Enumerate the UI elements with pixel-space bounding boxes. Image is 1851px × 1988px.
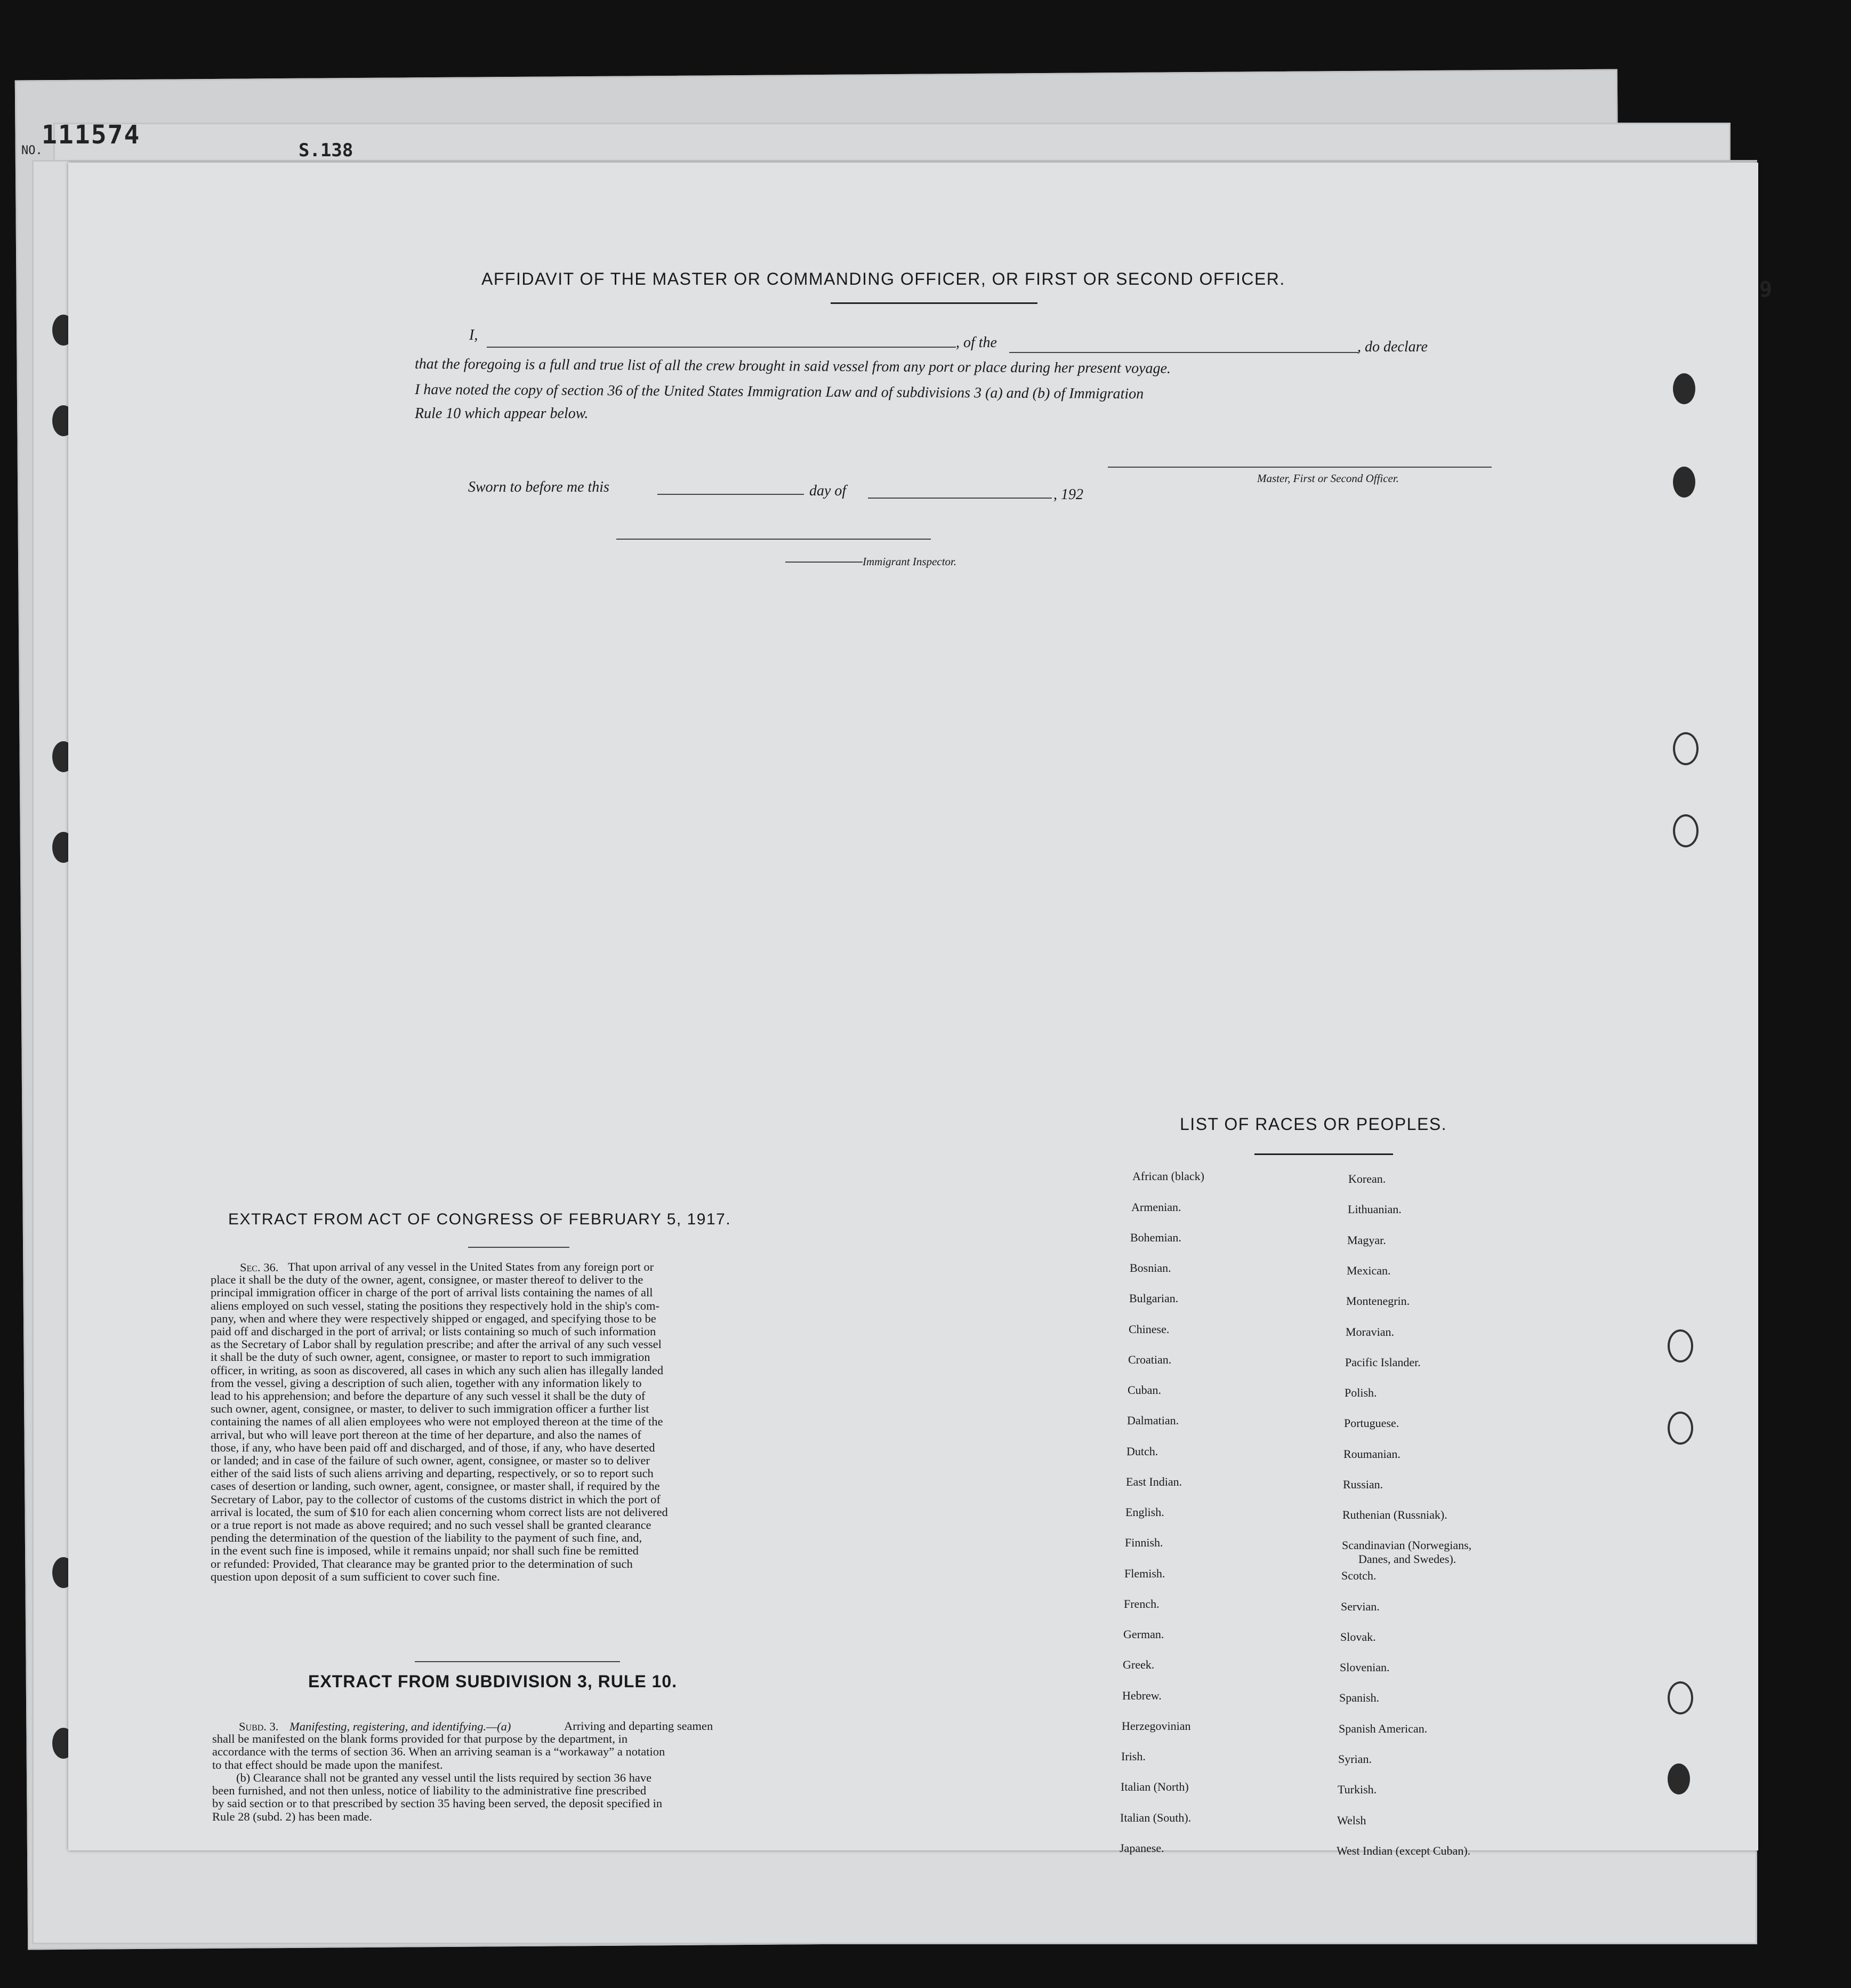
affidavit-line-4: Rule 10 which appear below. xyxy=(415,405,589,422)
race-item: Danes, and Swedes). xyxy=(1358,1552,1456,1566)
race-item: Armenian. xyxy=(1131,1200,1181,1214)
extract-rule-title: EXTRACT FROM SUBDIVISION 3, RULE 10. xyxy=(308,1672,678,1691)
race-item: Pacific Islander. xyxy=(1345,1356,1421,1369)
sworn-label: Sworn to before me this xyxy=(468,479,609,495)
race-item: Italian (South). xyxy=(1120,1811,1192,1824)
punch-hole xyxy=(1673,373,1695,404)
punch-hole-ring xyxy=(1668,1329,1693,1362)
affidavit-i-label: I, xyxy=(469,327,478,343)
affidavit-page xyxy=(68,163,1758,1857)
affidavit-line-3: I have noted the copy of section 36 of the United States Immigration Law and of subdivisions 3 (a) and (b) of Immigration xyxy=(414,381,1144,403)
race-item: East Indian. xyxy=(1126,1475,1182,1488)
day-line xyxy=(657,494,804,495)
stamp-code: S.138 xyxy=(299,140,353,161)
extract-act-underline xyxy=(468,1247,569,1248)
race-item: Herzegovinian xyxy=(1122,1719,1191,1733)
race-item: Italian (North) xyxy=(1121,1780,1189,1793)
punch-hole-ring xyxy=(1668,1412,1693,1445)
month-line xyxy=(868,498,1052,499)
race-item: Bosnian. xyxy=(1130,1261,1171,1274)
race-item: Magyar. xyxy=(1347,1233,1386,1247)
subd-heading: Manifesting, registering, and identifying.—(a) xyxy=(289,1720,511,1733)
punch-hole-ring xyxy=(1668,1681,1693,1714)
stamp-no-label: NO. xyxy=(21,144,43,157)
race-item: Irish. xyxy=(1121,1750,1146,1763)
race-item: West Indian (except Cuban). xyxy=(1337,1844,1471,1857)
race-item: Slovak. xyxy=(1340,1630,1376,1644)
race-item: Hebrew. xyxy=(1122,1689,1162,1702)
race-item: African (black) xyxy=(1132,1169,1204,1183)
affidavit-of-the-label: , of the xyxy=(956,334,997,351)
race-item: Montenegrin. xyxy=(1346,1294,1410,1308)
race-item: Scotch. xyxy=(1341,1569,1377,1582)
race-item: Bohemian. xyxy=(1130,1231,1181,1244)
races-title: LIST OF RACES OR PEOPLES. xyxy=(1180,1115,1447,1134)
side-mark: 9 xyxy=(1759,277,1773,302)
race-item: Chinese. xyxy=(1129,1322,1170,1336)
race-item: Turkish. xyxy=(1338,1783,1377,1796)
punch-hole-ring xyxy=(1673,732,1699,765)
race-item: Servian. xyxy=(1341,1600,1380,1613)
race-item: French. xyxy=(1124,1597,1160,1610)
affidavit-line-2: that the foregoing is a full and true list of all the crew brought in said vessel from any port or place during her present voyage. xyxy=(414,356,1171,377)
race-item: Syrian. xyxy=(1338,1752,1372,1766)
affidavit-title: AFFIDAVIT OF THE MASTER OR COMMANDING OFFICER, OR FIRST OR SECOND OFFICER. xyxy=(481,269,1285,288)
section-36-text: That upon arrival of any vessel in the United States from any foreign port or place it shall be the duty of the owner, agent, consignee, or master thereof to deliver to the principal immigration officer in charge of the port of arrival lists containing the names of all aliens employed on such vessel, stating the positions they respectively hold in the ship's com- pany, when and where they were respectively shipped or engaged, and specifying those to be paid off and discharged in the port of arrival; or lists containing so much of such information as the Secretary of Labor shall by regulation prescribe; and after the arrival of any such vessel it shall be the duty of such owner, agent, consignee, or master to report to such immigration officer, in writing, as soon as discovered, all cases in which any such alien has illegally landed from the vessel, giving a description of such alien, together with any information likely to lead to his apprehension; and before the departure of any such vessel it shall be the duty of such owner, agent, consignee, or master, to deliver to such immigration officer a further list containing the names of all alien employees who were not employed thereon at the time of the arrival, but who will leave port thereon at the time of her departure, and also the names of those, if any, who have been paid off and discharged, and of those, if any, who have deserted or landed; and in case of the failure of such owner, agent, consignee, or master so to deliver either of the said lists of such aliens arriving and departing, respectively, or so to report such cases of desertion or landing, such owner, agent, consignee, or master shall, if required by the Secretary of Labor, pay to the collector of customs of the customs district in which the port of arrival is located, the sum of $10 for each alien concerning whom correct lists are not delivered or a true report is not made as above required; and no such vessel shall be granted clearance pending the determination of the question of the liability to the payment of such fine, and, in the event such fine is imposed, while it remains unpaid; nor shall such fine be remitted or refunded: Provided, That clearance may be granted prior to the determination of such question upon deposit of a sum sufficient to cover such fine. xyxy=(211,1260,668,1583)
race-item: Lithuanian. xyxy=(1348,1203,1402,1216)
year-label: , 192 xyxy=(1053,486,1083,503)
extract-act-title: EXTRACT FROM ACT OF CONGRESS OF FEBRUARY 5, 1917. xyxy=(228,1211,731,1228)
race-item: Flemish. xyxy=(1124,1567,1165,1580)
race-item: Moravian. xyxy=(1346,1325,1395,1338)
title-underline xyxy=(831,302,1037,304)
name-line xyxy=(487,347,956,348)
section-36-label: Sec. 36. xyxy=(240,1261,279,1274)
vessel-line xyxy=(1009,352,1358,353)
race-item: Japanese. xyxy=(1120,1841,1164,1855)
race-item: Dalmatian. xyxy=(1127,1414,1179,1427)
punch-hole xyxy=(1668,1763,1690,1794)
race-item: Ruthenian (Russniak). xyxy=(1342,1508,1447,1521)
race-item: Bulgarian. xyxy=(1129,1292,1179,1305)
subd-paragraph-b: (b) Clearance shall not be granted any vessel until the lists required by section 36 have been furnished, and not then unless, notice of liability to the administrative fine prescribed by said section or to that prescribed by section 35 having been served, the deposit specified in Rule 28 (subd. 2) has been made. xyxy=(212,1771,663,1823)
punch-hole-ring xyxy=(1673,814,1699,847)
race-item: Korean. xyxy=(1348,1172,1386,1185)
race-item: Croatian. xyxy=(1128,1353,1172,1366)
race-item: Welsh xyxy=(1337,1814,1366,1827)
inspector-line xyxy=(616,539,931,540)
race-item: Roumanian. xyxy=(1343,1447,1401,1461)
race-item: Scandinavian (Norwegians, xyxy=(1342,1538,1472,1552)
race-item: Polish. xyxy=(1345,1386,1377,1399)
race-item: Portuguese. xyxy=(1344,1416,1399,1430)
races-title-underline xyxy=(1254,1153,1393,1155)
race-item: Cuban. xyxy=(1128,1383,1161,1397)
signature-line xyxy=(1108,467,1492,468)
race-item: Spanish American. xyxy=(1339,1722,1428,1735)
punch-hole xyxy=(1673,467,1695,498)
subd-paragraph-a: Arriving and departing seamen shall be manifested on the blank forms provided for that purpose by the department, in accordance with the terms of section 36. When an arriving seaman is a “workaway” a notation to that effect should be made upon the manifest. xyxy=(212,1719,713,1771)
race-item: Slovenian. xyxy=(1340,1661,1390,1674)
stamp-number: 111574 xyxy=(42,120,141,150)
race-item: Finnish. xyxy=(1125,1536,1163,1549)
inspector-short-line xyxy=(785,562,863,563)
race-item: Dutch. xyxy=(1126,1445,1158,1458)
inspector-label: Immigrant Inspector. xyxy=(863,555,957,568)
extract-divider xyxy=(415,1661,620,1662)
signature-label: Master, First or Second Officer. xyxy=(1257,472,1399,485)
race-item: German. xyxy=(1123,1628,1164,1641)
race-item: Spanish. xyxy=(1339,1691,1380,1704)
day-of-label: day of xyxy=(809,483,847,499)
race-item: Mexican. xyxy=(1347,1264,1391,1277)
subd-label: Subd. 3. xyxy=(239,1720,279,1733)
race-item: Greek. xyxy=(1123,1658,1155,1671)
race-item: Russian. xyxy=(1343,1478,1383,1491)
race-item: English. xyxy=(1125,1505,1164,1519)
affidavit-declare-label: , do declare xyxy=(1357,339,1428,355)
